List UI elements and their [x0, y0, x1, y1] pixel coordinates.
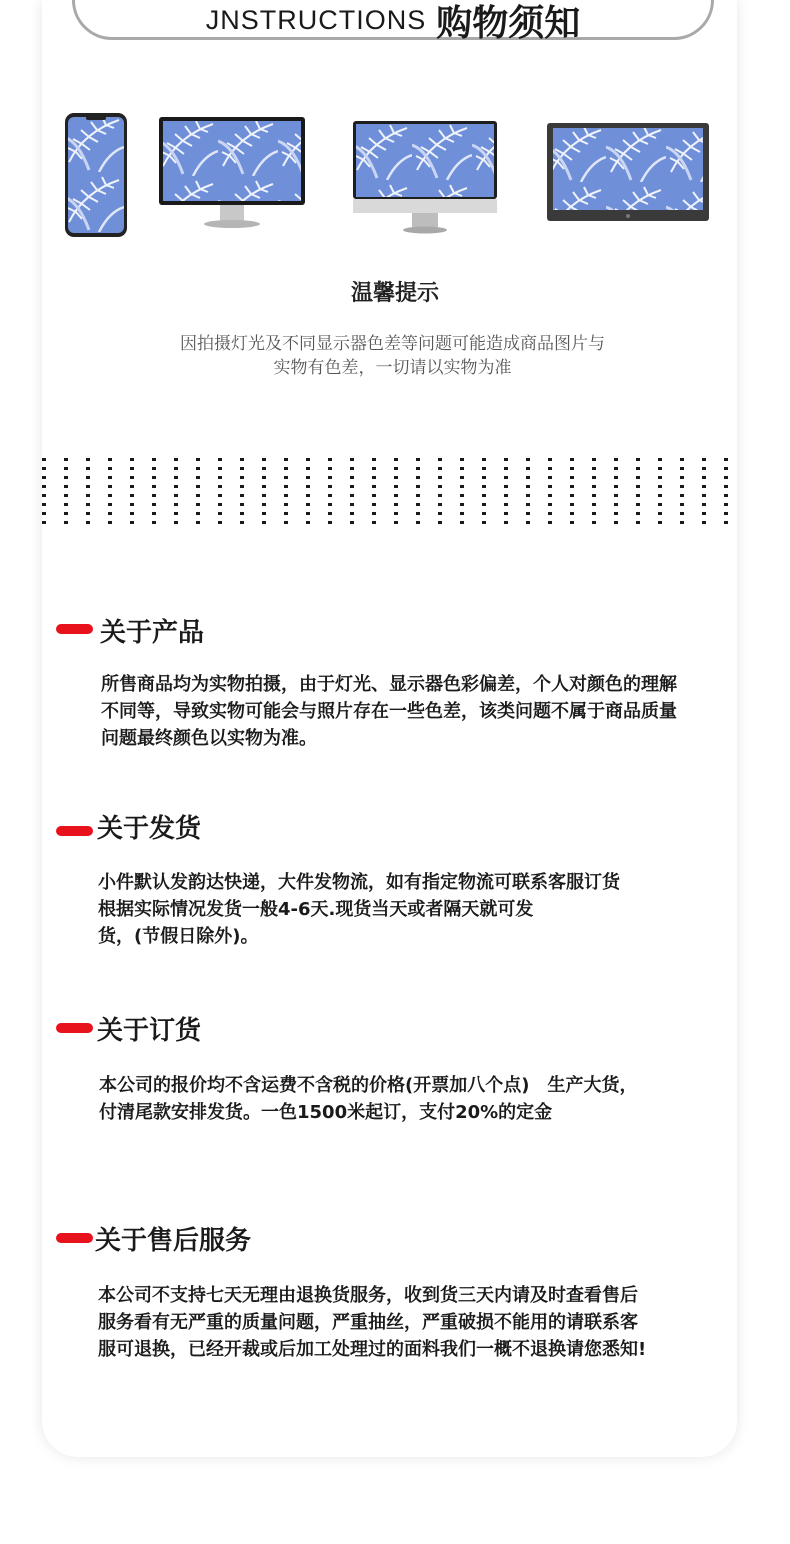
section-line: 本公司不支持七天无理由退换货服务，收到货三天内请及时查看售后 [98, 1285, 638, 1306]
section-body-product [101, 671, 731, 752]
section-title-ordering: 关于订货 [97, 1016, 202, 1046]
section-line: 根据实际情况发货一般4-6天.现货当天或者隔天就可发 [98, 899, 534, 920]
section-marker [56, 826, 93, 836]
section-line: 付清尾款安排发货。一色1500米起订，支付20%的定金 [99, 1102, 553, 1123]
section-line: 服务看有无严重的质量问题，严重抽丝，严重破损不能用的请联系客 [98, 1312, 638, 1333]
title-english: JNSTRUCTIONS [205, 4, 427, 35]
section-body-shipping [98, 869, 728, 950]
section-line: 不同等，导致实物可能会与照片存在一些色差，该类问题不属于商品质量 [101, 701, 677, 722]
section-title-product: 关于产品 [100, 618, 205, 648]
phone-device [64, 112, 128, 238]
section-marker [56, 1233, 93, 1243]
section-line: 小件默认发韵达快递，大件发物流，如有指定物流可联系客服订货 [98, 872, 620, 893]
section-body-ordering [99, 1072, 729, 1126]
tablet-device [546, 122, 710, 222]
section-line: 所售商品均为实物拍摄，由于灯光、显示器色彩偏差，个人对颜色的理解 [101, 674, 677, 695]
tip-line: 因拍摄灯光及不同显示器色差等问题可能造成商品图片与 [180, 334, 605, 354]
section-line: 本公司的报价均不含运费不含税的价格(开票加八个点) 生产大货， [99, 1075, 638, 1096]
section-marker [56, 1023, 93, 1033]
monitor-device [158, 116, 306, 230]
section-line: 问题最终颜色以实物为准。 [101, 728, 317, 749]
dotted-divider [42, 456, 737, 526]
page-title [72, 0, 714, 44]
section-line: 货，(节假日除外)。 [98, 926, 259, 947]
section-title-after-sales: 关于售后服务 [95, 1226, 252, 1256]
section-line: 服可退换，已经开裁或后加工处理过的面料我们一概不退换请您悉知! [98, 1339, 647, 1360]
section-marker [56, 624, 93, 634]
section-title-shipping: 关于发货 [97, 814, 202, 844]
imac-device [352, 120, 498, 236]
section-body-after-sales [98, 1282, 738, 1363]
tip-title: 温馨提示 [350, 281, 439, 306]
title-chinese: 购物须知 [436, 2, 581, 44]
tip-line: 实物有色差，一切请以实物为准 [273, 358, 512, 378]
tip-body [140, 332, 645, 380]
